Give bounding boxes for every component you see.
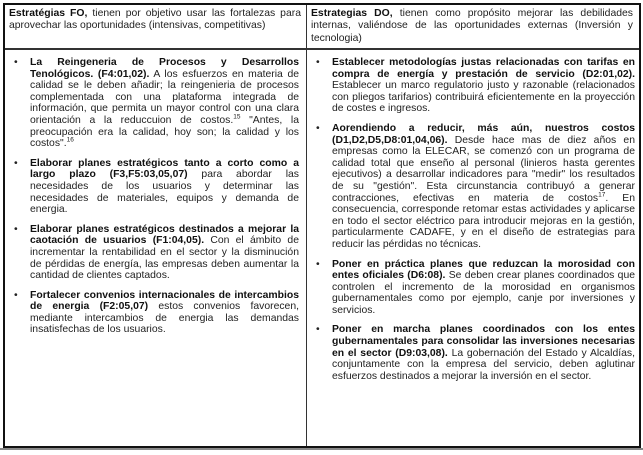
header-do (311, 8, 633, 45)
strategy-text: A los esfuerzos en materia de calidad se le deben añadir; la reingenieria de procesos complementada con una plataforma integrada de información, que permita un mayor control con una clara orientación a la reduccuion de costos. (30, 68, 300, 126)
strategy-title: Poner en marcha planes coordinados con los entes gubernamentales para consolidar las inversiones necesarias en el sector (D9:03,08). (332, 324, 635, 359)
do-strategies-column (311, 57, 635, 390)
strategy-title: Aorendiendo a reducir, más aún, nuestros costos (D1,D2,D5,D8:01,04,06). (332, 122, 635, 146)
fo-item (9, 290, 299, 336)
fo-strategies-column (9, 57, 299, 344)
strategy-title: Establecer metodologías justas relacionadas con tarifas en compra de energía y prestación de servicio (D2:01,02). (332, 57, 635, 80)
header-divider (5, 48, 639, 50)
strategy-text: Se deben crear planes coordinados que controlen el incremento de la morosidad en organismos gubernamentales como por ejemplo, canje por inversiones y servicios. (332, 270, 635, 316)
strategy-text: . En consecuencia, corresponde retomar estas actividades y aplicarse en todo el sector eléctrico para introducir mejoras en la gestión, particularmente CADAFE, y en el diseño de estrategias para reducir las pérdidas no técnicas. (332, 192, 636, 250)
header-do-title: Estrategias DO, (311, 8, 393, 19)
bullet-icon: • (316, 324, 320, 336)
column-divider (306, 5, 307, 446)
bullet-icon: • (14, 57, 18, 68)
do-item (311, 259, 635, 317)
strategy-text: "Antes, la preocupación era la calidad, hoy son; la calidad y los costos". (30, 114, 299, 150)
strategy-text: Establecer un marco regulatorio justo y razonable (relacionados con pliegos tarifarios) contribuirá eficientemente en la proyección de costes e ingresos. (332, 80, 635, 115)
do-item (311, 324, 635, 382)
footnote-ref: 16 (66, 136, 74, 144)
strategy-text: para abordar las necesidades de los usuarios y determinar las necesidades de materiales, equipos y demanda de energia. (30, 169, 299, 216)
footnote-ref: 15 (233, 113, 241, 121)
table-shadow (0, 448, 643, 450)
header-fo-title: Estratégias FO, (9, 8, 88, 19)
do-item (311, 57, 635, 115)
do-item (311, 123, 635, 251)
strategy-title: Fortalecer convenios internacionales de intercambios de energia (F2:05,07) (30, 289, 299, 313)
strategy-text: estos convenios favorecen, mediante intercambios de energia las demandas insatisfechas de los usuarios. (30, 301, 299, 336)
header-do-text: tienen como propósito mejorar las debilidades internas, valiéndose de las oportunidades externas (Inversión y tecnologia) (311, 8, 633, 44)
strategy-table (3, 3, 641, 449)
fo-item (9, 158, 299, 216)
bullet-icon: • (316, 57, 320, 68)
strategy-title: Elaborar planes estratégicos destinados a mejorar la caotación de usuarios (F1:04,05). (30, 223, 299, 247)
bullet-icon: • (316, 122, 320, 134)
header-fo (9, 8, 301, 33)
strategy-title: Poner en práctica planes que reduzcan la morosidad con entes oficiales (D6:08). (332, 258, 635, 282)
fo-item (9, 57, 299, 150)
bullet-icon: • (14, 289, 18, 301)
strategy-title: Elaborar planes estratégicos tanto a corto como a largo plazo (F3,F5:03,05,07) (30, 157, 299, 181)
strategy-text: La gobernación del Estado y Alcaldías, conjuntamente con la empresa del servicio, deben aglutinar esfuerzos destinados a mejorar la inversión en el sector. (332, 347, 635, 382)
bullet-icon: • (14, 223, 18, 235)
header-fo-text: tienen por objetivo usar las fortalezas para aprovechar las oportunidades (intensivas, competitivas) (9, 8, 301, 32)
bullet-icon: • (316, 258, 320, 270)
bullet-icon: • (14, 157, 18, 169)
strategy-text: Desde hace mas de diez años en empresas como la ELECAR, se comenzó con un programa de calidad total que enseño al personal (linieros hasta gerentes ejecutivos) a desarrollar indicadores para "medir" los resultados de su "gestión". Esta circunstancia contribuyó a generar contracciones, efectivas en materia de costos (332, 134, 635, 204)
strategy-text: Con el ámbito de incrementar la rentabilidad en el sector y la disminución de pérdidas de energía, las empresas deben aumentar la cantidad de clientes captados. (30, 235, 299, 282)
footnote-ref: 17 (598, 191, 606, 199)
fo-item (9, 224, 299, 282)
strategy-title: La Reingeneria de Procesos y Desarrollos Tenológicos. (F4:01,02). (30, 57, 299, 80)
